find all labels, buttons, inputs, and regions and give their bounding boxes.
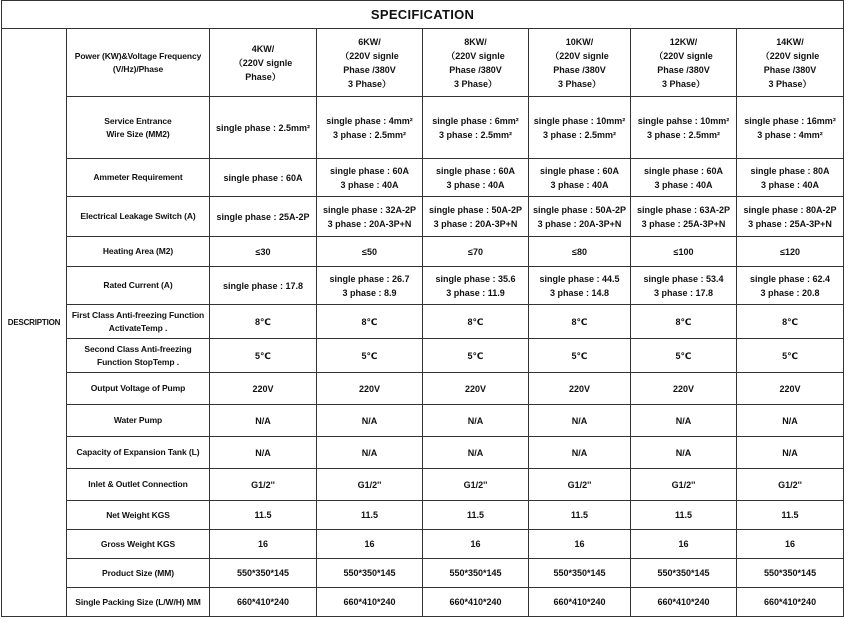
- spec-row: [2, 530, 844, 559]
- row-label: Inlet & Outlet Connection: [67, 469, 210, 501]
- spec-row: [2, 437, 844, 469]
- value-cell-6kw: 550*350*145: [317, 559, 423, 588]
- value-cell-10kw: single phase : 60A 3 phase : 40A: [529, 159, 631, 197]
- power-header-row: [2, 29, 844, 97]
- value-cell-12kw: 550*350*145: [631, 559, 737, 588]
- value-cell-4kw: 8℃: [210, 305, 317, 339]
- value-cell-8kw: N/A: [423, 405, 529, 437]
- model-header-14kw: 14KW/ （220V signle Phase /380V 3 Phase）: [737, 29, 844, 97]
- spec-row: [2, 469, 844, 501]
- value-cell-14kw: 660*410*240: [737, 588, 844, 617]
- spec-table: [1, 0, 844, 617]
- value-cell-8kw: ≤70: [423, 237, 529, 267]
- value-cell-4kw: 550*350*145: [210, 559, 317, 588]
- value-cell-8kw: single phase : 60A 3 phase : 40A: [423, 159, 529, 197]
- spec-row: [2, 501, 844, 530]
- spec-row: [2, 373, 844, 405]
- value-cell-10kw: 8℃: [529, 305, 631, 339]
- row-label: Net Weight KGS: [67, 501, 210, 530]
- value-cell-14kw: 16: [737, 530, 844, 559]
- spec-row: [2, 159, 844, 197]
- value-cell-12kw: G1/2'': [631, 469, 737, 501]
- spec-title: SPECIFICATION: [2, 1, 844, 29]
- row-label: Electrical Leakage Switch (A): [67, 197, 210, 237]
- value-cell-14kw: single phase : 62.4 3 phase : 20.8: [737, 267, 844, 305]
- spec-row: [2, 267, 844, 305]
- value-cell-4kw: single phase : 25A-2P: [210, 197, 317, 237]
- value-cell-10kw: N/A: [529, 405, 631, 437]
- value-cell-12kw: N/A: [631, 405, 737, 437]
- spec-row: [2, 588, 844, 617]
- value-cell-4kw: 16: [210, 530, 317, 559]
- value-cell-10kw: 11.5: [529, 501, 631, 530]
- spec-row: [2, 559, 844, 588]
- title-row: [2, 1, 844, 29]
- row-label: Output Voltage of Pump: [67, 373, 210, 405]
- value-cell-6kw: single phase : 4mm² 3 phase : 2.5mm²: [317, 97, 423, 159]
- row-label: First Class Anti-freezing Function ActivateTemp .: [67, 305, 210, 339]
- value-cell-4kw: 11.5: [210, 501, 317, 530]
- model-header-12kw: 12KW/ （220V signle Phase /380V 3 Phase）: [631, 29, 737, 97]
- row-label: Power (KW)&Voltage Frequency (V/Hz)/Phase: [67, 29, 210, 97]
- value-cell-14kw: 220V: [737, 373, 844, 405]
- value-cell-6kw: 660*410*240: [317, 588, 423, 617]
- value-cell-14kw: 550*350*145: [737, 559, 844, 588]
- value-cell-8kw: single phase : 50A-2P 3 phase : 20A-3P+N: [423, 197, 529, 237]
- value-cell-4kw: N/A: [210, 405, 317, 437]
- value-cell-12kw: 8℃: [631, 305, 737, 339]
- value-cell-12kw: 5℃: [631, 339, 737, 373]
- value-cell-12kw: 16: [631, 530, 737, 559]
- value-cell-10kw: G1/2'': [529, 469, 631, 501]
- spec-row: [2, 339, 844, 373]
- value-cell-8kw: 16: [423, 530, 529, 559]
- value-cell-6kw: 220V: [317, 373, 423, 405]
- value-cell-4kw: single phase : 60A: [210, 159, 317, 197]
- value-cell-14kw: ≤120: [737, 237, 844, 267]
- value-cell-10kw: 220V: [529, 373, 631, 405]
- row-label: Second Class Anti-freezing Function StopTemp .: [67, 339, 210, 373]
- value-cell-6kw: ≤50: [317, 237, 423, 267]
- value-cell-6kw: N/A: [317, 405, 423, 437]
- value-cell-4kw: N/A: [210, 437, 317, 469]
- spec-row: [2, 405, 844, 437]
- value-cell-8kw: 5℃: [423, 339, 529, 373]
- value-cell-10kw: single phase : 44.5 3 phase : 14.8: [529, 267, 631, 305]
- value-cell-4kw: G1/2'': [210, 469, 317, 501]
- value-cell-14kw: 5℃: [737, 339, 844, 373]
- value-cell-8kw: 660*410*240: [423, 588, 529, 617]
- value-cell-12kw: 11.5: [631, 501, 737, 530]
- row-label: Service Entrance Wire Size (MM2): [67, 97, 210, 159]
- value-cell-6kw: single phase : 60A 3 phase : 40A: [317, 159, 423, 197]
- value-cell-4kw: ≤30: [210, 237, 317, 267]
- model-header-4kw: 4KW/ （220V signle Phase）: [210, 29, 317, 97]
- value-cell-4kw: single phase : 2.5mm²: [210, 97, 317, 159]
- spec-row: [2, 97, 844, 159]
- value-cell-12kw: ≤100: [631, 237, 737, 267]
- value-cell-14kw: single phase : 16mm² 3 phase : 4mm²: [737, 97, 844, 159]
- description-label: DESCRIPTION: [2, 29, 67, 617]
- value-cell-6kw: 8℃: [317, 305, 423, 339]
- value-cell-6kw: single phase : 32A-2P 3 phase : 20A-3P+N: [317, 197, 423, 237]
- value-cell-6kw: G1/2'': [317, 469, 423, 501]
- value-cell-10kw: N/A: [529, 437, 631, 469]
- value-cell-12kw: single phase : 53.4 3 phase : 17.8: [631, 267, 737, 305]
- value-cell-14kw: G1/2'': [737, 469, 844, 501]
- value-cell-8kw: 550*350*145: [423, 559, 529, 588]
- value-cell-8kw: 8℃: [423, 305, 529, 339]
- value-cell-4kw: 220V: [210, 373, 317, 405]
- value-cell-10kw: single phase : 10mm² 3 phase : 2.5mm²: [529, 97, 631, 159]
- value-cell-12kw: N/A: [631, 437, 737, 469]
- value-cell-14kw: N/A: [737, 405, 844, 437]
- spec-row: [2, 305, 844, 339]
- row-label: Ammeter Requirement: [67, 159, 210, 197]
- value-cell-14kw: N/A: [737, 437, 844, 469]
- value-cell-4kw: 5℃: [210, 339, 317, 373]
- spec-row: [2, 237, 844, 267]
- value-cell-8kw: 220V: [423, 373, 529, 405]
- row-label: Single Packing Size (L/W/H) MM: [67, 588, 210, 617]
- value-cell-6kw: N/A: [317, 437, 423, 469]
- model-header-10kw: 10KW/ （220V signle Phase /380V 3 Phase）: [529, 29, 631, 97]
- value-cell-14kw: 11.5: [737, 501, 844, 530]
- row-label: Heating Area (M2): [67, 237, 210, 267]
- value-cell-10kw: 16: [529, 530, 631, 559]
- row-label: Product Size (MM): [67, 559, 210, 588]
- value-cell-12kw: single pahse : 10mm² 3 phase : 2.5mm²: [631, 97, 737, 159]
- model-header-6kw: 6KW/ （220V signle Phase /380V 3 Phase）: [317, 29, 423, 97]
- value-cell-10kw: ≤80: [529, 237, 631, 267]
- value-cell-10kw: 550*350*145: [529, 559, 631, 588]
- value-cell-8kw: G1/2'': [423, 469, 529, 501]
- value-cell-12kw: 660*410*240: [631, 588, 737, 617]
- value-cell-10kw: 660*410*240: [529, 588, 631, 617]
- row-label: Water Pump: [67, 405, 210, 437]
- value-cell-8kw: N/A: [423, 437, 529, 469]
- value-cell-14kw: single phase : 80A-2P 3 phase : 25A-3P+N: [737, 197, 844, 237]
- value-cell-6kw: single phase : 26.7 3 phase : 8.9: [317, 267, 423, 305]
- row-label: Capacity of Expansion Tank (L): [67, 437, 210, 469]
- value-cell-12kw: single phase : 63A-2P 3 phase : 25A-3P+N: [631, 197, 737, 237]
- value-cell-4kw: 660*410*240: [210, 588, 317, 617]
- row-label: Rated Current (A): [67, 267, 210, 305]
- value-cell-6kw: 11.5: [317, 501, 423, 530]
- value-cell-8kw: single phase : 35.6 3 phase : 11.9: [423, 267, 529, 305]
- model-header-8kw: 8KW/ （220V signle Phase /380V 3 Phase）: [423, 29, 529, 97]
- spec-row: [2, 197, 844, 237]
- value-cell-14kw: 8℃: [737, 305, 844, 339]
- value-cell-10kw: 5℃: [529, 339, 631, 373]
- value-cell-8kw: single phase : 6mm² 3 phase : 2.5mm²: [423, 97, 529, 159]
- value-cell-8kw: 11.5: [423, 501, 529, 530]
- value-cell-10kw: single phase : 50A-2P 3 phase : 20A-3P+N: [529, 197, 631, 237]
- value-cell-6kw: 5℃: [317, 339, 423, 373]
- value-cell-4kw: single phase : 17.8: [210, 267, 317, 305]
- row-label: Gross Weight KGS: [67, 530, 210, 559]
- value-cell-6kw: 16: [317, 530, 423, 559]
- value-cell-14kw: single phase : 80A 3 phase : 40A: [737, 159, 844, 197]
- value-cell-12kw: 220V: [631, 373, 737, 405]
- value-cell-12kw: single phase : 60A 3 phase : 40A: [631, 159, 737, 197]
